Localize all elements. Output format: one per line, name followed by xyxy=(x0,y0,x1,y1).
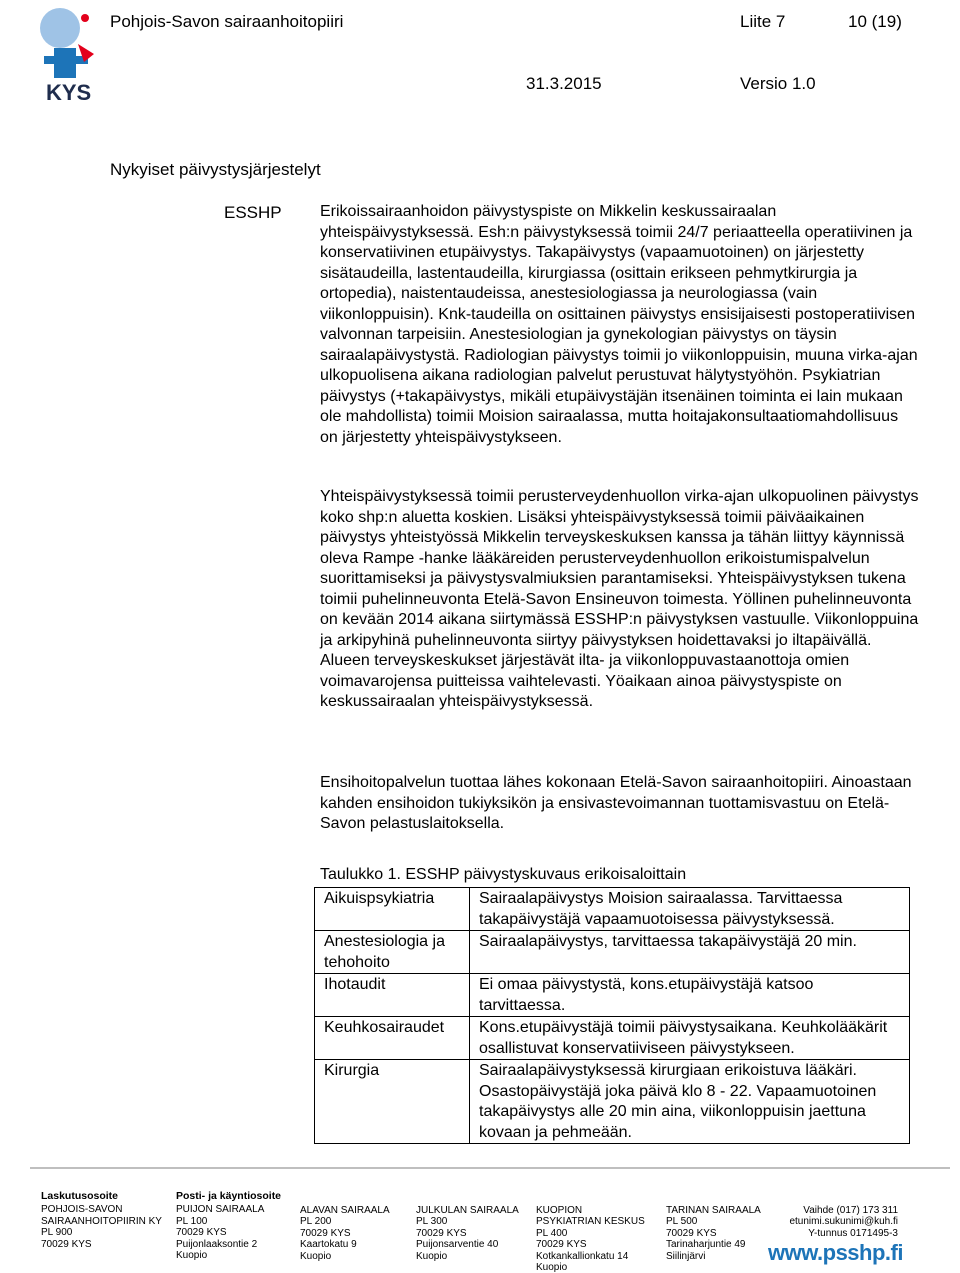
description-cell: Sairaalapäivystys, tarvittaessa takapäivystäjä 20 min. xyxy=(470,931,910,974)
footer-business-id: Y-tunnus 0171495-3 xyxy=(808,1227,898,1239)
table-row xyxy=(315,974,910,1017)
footer-line: PL 400 xyxy=(536,1227,568,1239)
footer-heading: Posti- ja käyntiosoite xyxy=(176,1190,282,1202)
org-name: Pohjois-Savon sairaanhoitopiiri xyxy=(110,12,344,31)
description-cell: Sairaalapäivystys Moision sairaalassa. Tarvittaessa takapäivystäjä vapaamuotoisessa päivystyksessä. xyxy=(470,888,910,931)
footer-line: 70029 KYS xyxy=(666,1227,717,1239)
footer-line: Kaartokatu 9 xyxy=(300,1239,357,1251)
table-caption: Taulukko 1. ESSHP päivystyskuvaus erikoisaloittain xyxy=(320,866,687,883)
specialty-cell: Keuhkosairaudet xyxy=(315,1017,470,1060)
footer-line: 70029 KYS xyxy=(536,1239,587,1251)
description-cell: Kons.etupäivystäjä toimii päivystysaikana. Keuhkolääkärit osallistuvat konservatiiviseen päivystykseen. xyxy=(470,1017,910,1060)
footer-line: POHJOIS-SAVON xyxy=(41,1204,123,1216)
table-row xyxy=(315,1060,910,1144)
specialty-cell: Anestesiologia ja tehohoito xyxy=(315,931,470,974)
kys-logo xyxy=(38,4,102,104)
footer-line: SAIRAANHOITOPIIRIN KY xyxy=(41,1215,162,1227)
footer-line: PL 500 xyxy=(666,1216,698,1228)
logo-text: KYS xyxy=(46,80,92,104)
footer-phone: Vaihde (017) 173 311 xyxy=(803,1205,898,1216)
footer-line: Kotkankallionkatu 14 xyxy=(536,1250,629,1262)
footer-line: PL 200 xyxy=(300,1216,332,1228)
table-row xyxy=(315,1017,910,1060)
footer-email: etunimi.sukunimi@kuh.fi xyxy=(789,1216,898,1228)
esshp-label: ESSHP xyxy=(224,203,282,222)
footer-line: 70029 KYS xyxy=(416,1227,467,1239)
footer-line: KUOPION xyxy=(536,1205,583,1216)
footer-puijo-address xyxy=(176,1191,281,1261)
footer-line: PL 100 xyxy=(176,1215,208,1227)
footer-line: 70029 KYS xyxy=(300,1227,351,1239)
footer-line: PL 900 xyxy=(41,1227,73,1239)
footer-line: PUIJON SAIRAALA xyxy=(176,1204,265,1216)
table-row xyxy=(315,888,910,931)
footer-line: Kuopio xyxy=(416,1250,448,1262)
description-cell: Ei omaa päivystystä, kons.etupäivystäjä katsoo tarvittaessa. xyxy=(470,974,910,1017)
specialty-cell: Aikuispsykiatria xyxy=(315,888,470,931)
specialty-table xyxy=(314,887,910,1144)
footer-julkula-address xyxy=(416,1205,519,1262)
description-cell: Sairaalapäivystyksessä kirurgiaan erikoistuva lääkäri. Osastopäivystäjä joka päivä klo 8 - 22. Vapaamuotoinen takapäivystys alle 20 min aina, viikonloppuisin jaettuna kovaan ja pehmeään. xyxy=(470,1060,910,1144)
footer-line: PSYKIATRIAN KESKUS xyxy=(536,1216,645,1228)
table-row xyxy=(315,931,910,974)
section-title: Nykyiset päivystysjärjestelyt xyxy=(110,160,321,179)
footer-psychiatry-address xyxy=(536,1205,645,1273)
footer-line: Puijonlaaksontie 2 xyxy=(176,1238,258,1250)
footer-line: Kuopio xyxy=(300,1250,332,1262)
footer-heading: Laskutusosoite xyxy=(41,1190,119,1202)
website-link[interactable]: www.psshp.fi xyxy=(768,1240,903,1265)
footer-line: Tarinaharjuntie 49 xyxy=(666,1239,746,1251)
document-version: Versio 1.0 xyxy=(740,74,816,93)
footer-line: Puijonsarventie 40 xyxy=(416,1239,499,1251)
footer-line: Kuopio xyxy=(176,1250,208,1262)
paragraph-3: Ensihoitopalvelun tuottaa lähes kokonaan Etelä-Savon sairaanhoitopiiri. Ainoastaan kahden ensihoidon tukiyksikön ja ensivastevoimannan tuottamisvastuu on Etelä-Savon pelastuslaitoksella. xyxy=(320,774,912,832)
document-date: 31.3.2015 xyxy=(526,74,602,93)
footer-contact xyxy=(764,1205,898,1239)
specialty-cell: Ihotaudit xyxy=(315,974,470,1017)
specialty-cell: Kirurgia xyxy=(315,1060,470,1144)
footer-tarina-address xyxy=(666,1205,761,1262)
footer-line: JULKULAN SAIRAALA xyxy=(416,1205,519,1216)
footer-line: ALAVAN SAIRAALA xyxy=(300,1205,390,1216)
footer-line: PL 300 xyxy=(416,1216,448,1228)
paragraph-1: Erikoissairaanhoidon päivystyspiste on Mikkelin keskussairaalan yhteispäivystyksessä. Esh:n päivystyksessä toimii 24/7 periaatteella operatiivinen ja konservatiivinen etupäivystys. Takapäivystys (vapaamuotoinen) on järjestetty sisätaudeilla, lastentaudeilla, kirurgiassa (osittain erikseen pehmytkirurgia ja ortopedia), naistentaudeissa, anestesiologiassa ja neurologiassa (vain viikonloppuisin). Knk-taudeilla on osittainen päivystys ensisijaisesti postoperatiivisen valvonnan tarpeisiin. Anestesiologian ja gynekologian päivystys on täysin sairaalapäivystystä. Radiologian päivystys toimii jo viikonloppuisin, muuna virka-ajan ulkopuolisena aikana radiologian palvelut perustuvat hälytystyöhön. Psykiatrian päivystys (+takapäivystys, mikäli etupäivystäjän itsenäinen toiminta ei lain mukaan ole mahdollista) toimii Moision sairaalassa, mutta hoitajakonsultaatiomahdollisuus on järjestetty yhteispäivystykseen. xyxy=(320,203,918,446)
footer-line: Siilinjärvi xyxy=(666,1250,706,1262)
footer-line: 70029 KYS xyxy=(176,1227,227,1239)
footer-billing-address xyxy=(41,1191,162,1250)
appendix-label: Liite 7 xyxy=(740,12,786,31)
page-number: 10 (19) xyxy=(848,12,902,31)
footer-line: 70029 KYS xyxy=(41,1238,92,1250)
footer-divider xyxy=(30,1167,950,1169)
footer-line: Kuopio xyxy=(536,1262,568,1273)
footer-alava-address xyxy=(300,1205,390,1262)
footer-line: TARINAN SAIRAALA xyxy=(666,1205,761,1216)
paragraph-2: Yhteispäivystyksessä toimii perusterveydenhuollon virka-ajan ulkopuolinen päivystys koko shp:n aluetta koskien. Lisäksi yhteispäivystyksessä toimii päiväaikainen päivystys yhteistyössä Mikkelin terveyskeskuksen kanssa ja tähän liittyy käynnissä oleva Rampe -hanke lääkäreiden perusterveydenhuollon erikoistumispalvelun suorittamiseksi ja päivystysvalmiuksien parantamiseksi. Yhteispäivystyksen tukena toimii puhelinneuvonta Etelä-Savon Ensineuvon toimesta. Yöllinen puhelinneuvonta on kevään 2014 aikana siirtymässä ESSHP:n päivystyksen vastuulle. Viikonloppuina ja arkipyhinä puhelinneuvonta siirtyy päivystyksen hoidettavaksi jo iltapäivällä. Alueen terveyskeskukset järjestävät ilta- ja viikonloppuvastaanottoja omien voimavarojensa puitteissa vaihtelevasti. Yöaikaan ainoa päivystyspiste on keskussairaalan yhteispäivystyksessä. xyxy=(320,488,919,710)
